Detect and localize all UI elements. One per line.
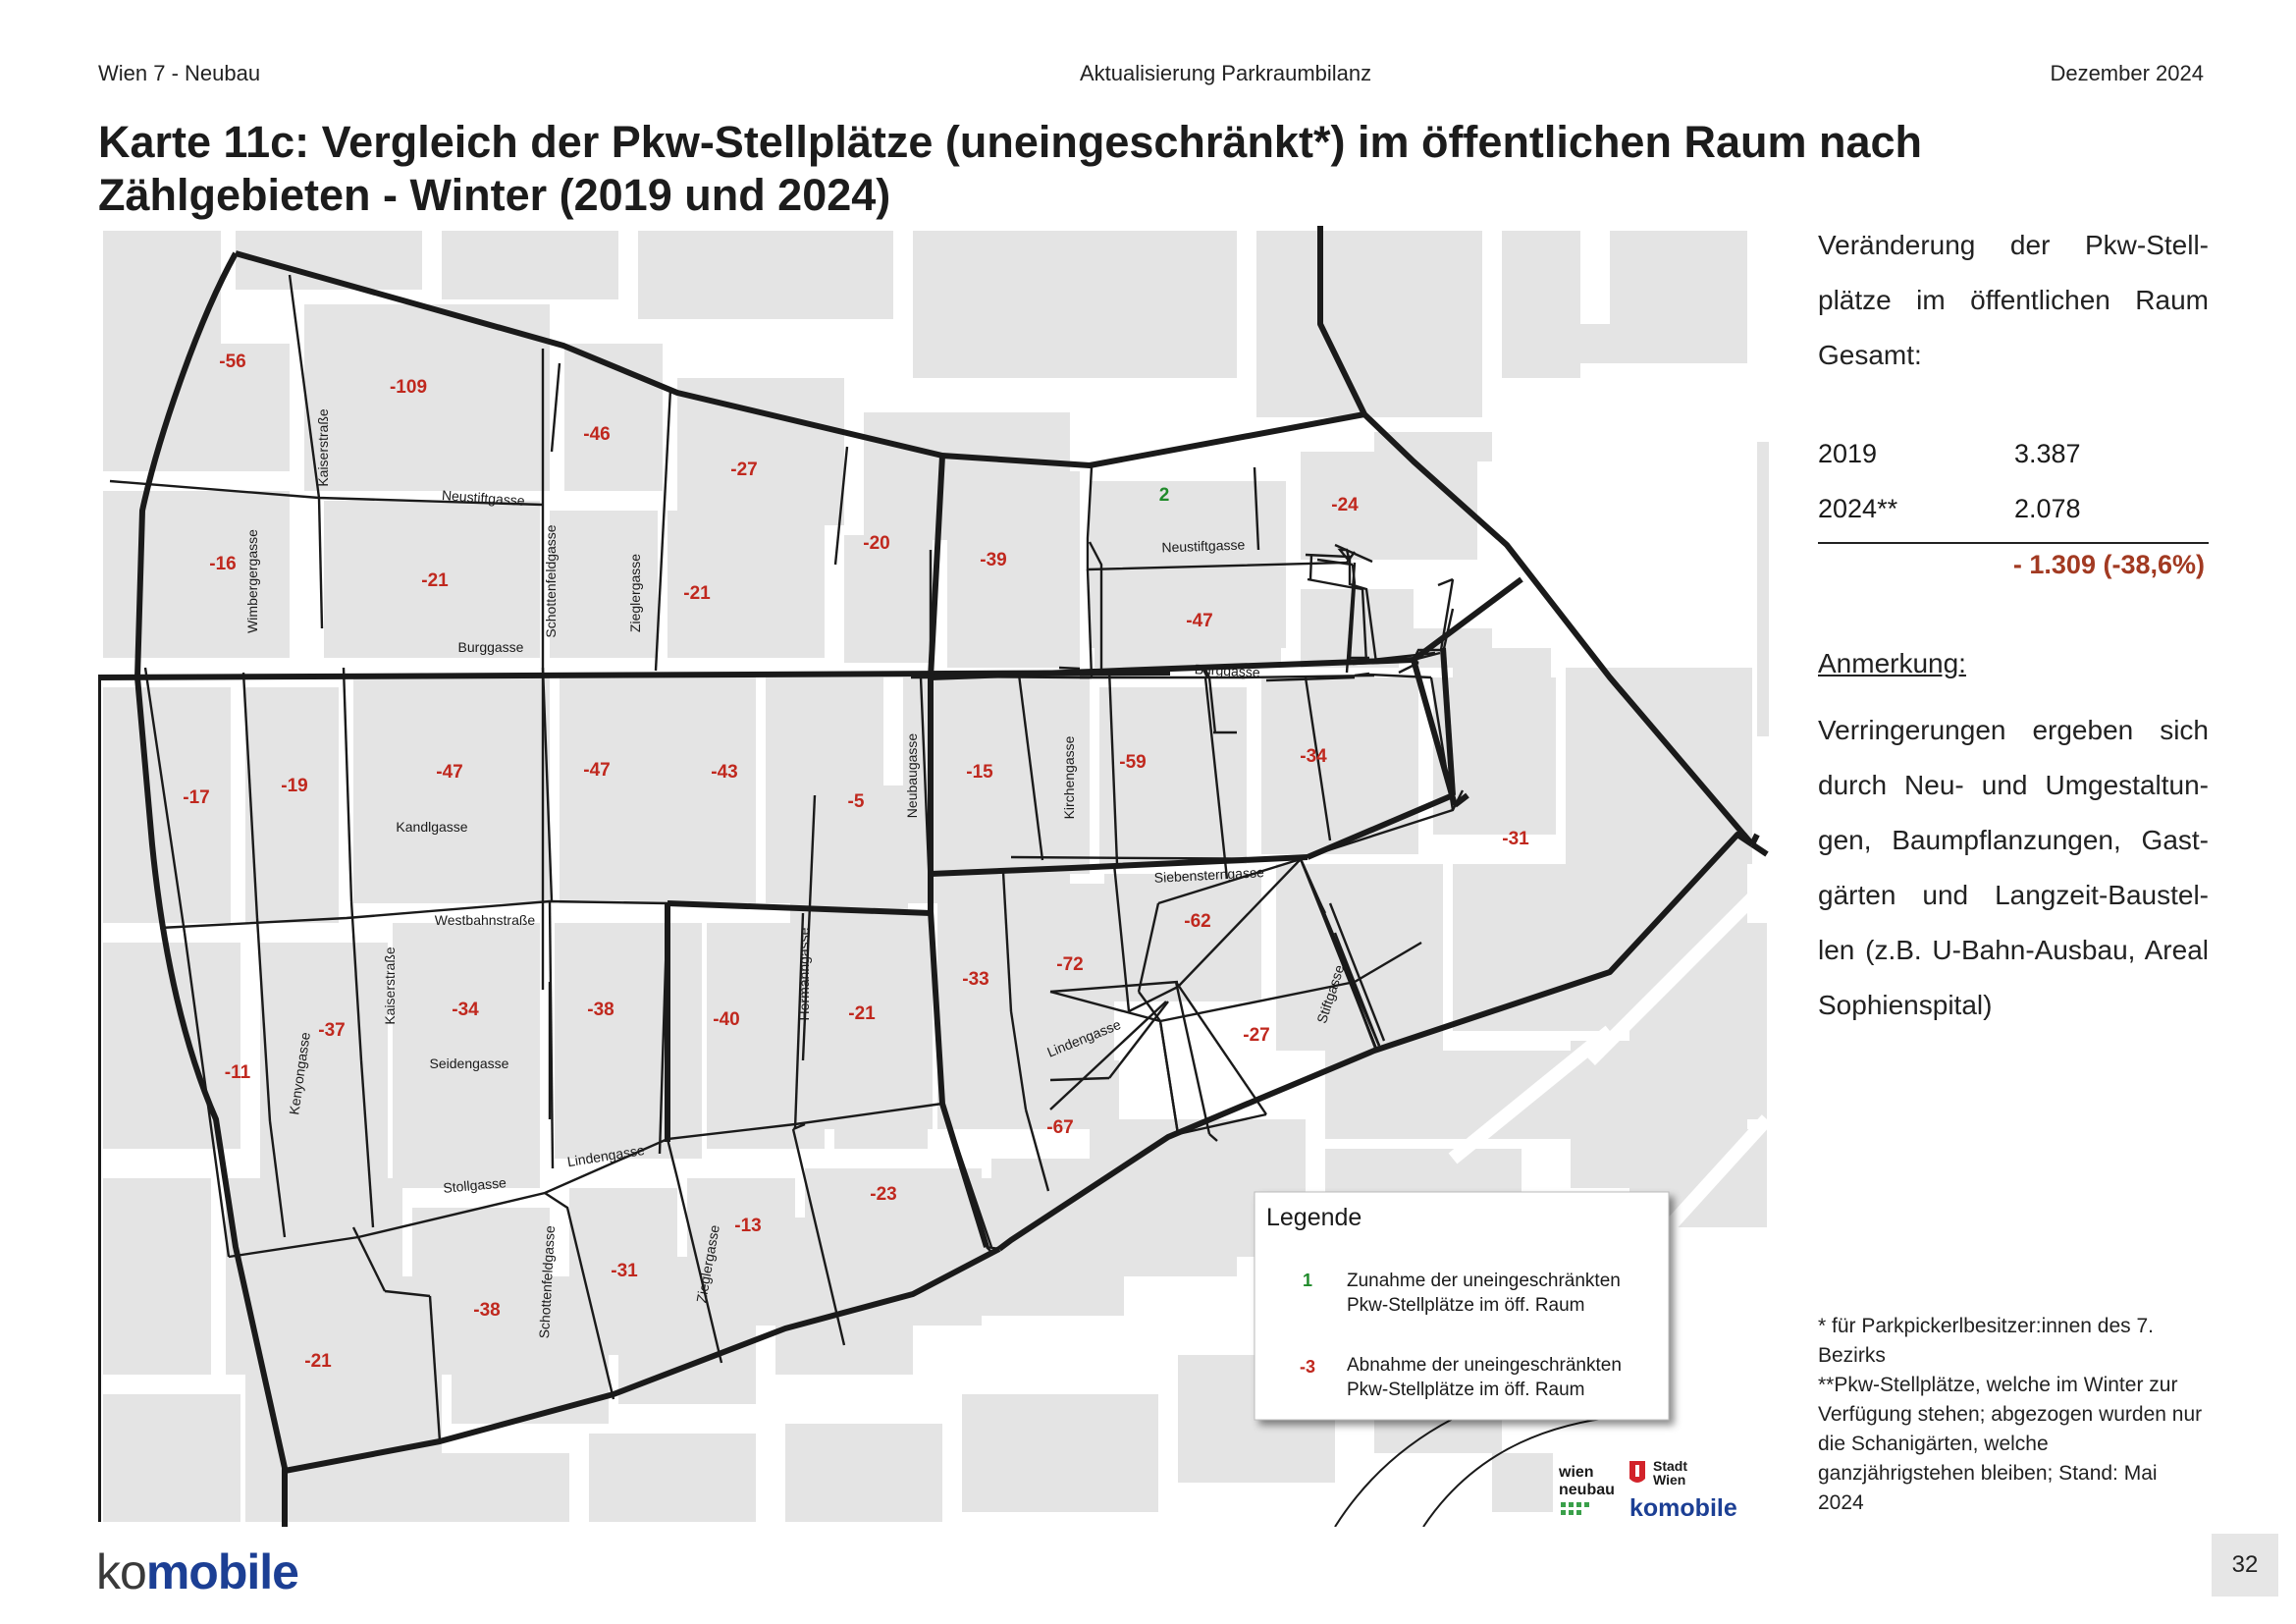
zone-value: -67 xyxy=(1046,1117,1074,1138)
stadt-wien-logo: Wien xyxy=(1653,1472,1686,1488)
zone-value: -21 xyxy=(683,583,711,604)
zone-value: -46 xyxy=(583,424,611,445)
legend-increase-swatch: 1 xyxy=(1302,1271,1313,1290)
zone-value: -21 xyxy=(421,570,449,591)
legend-title: Legende xyxy=(1266,1204,1362,1231)
stadt-wien-shield-cross xyxy=(1635,1465,1639,1477)
remark-heading: Anmerkung: xyxy=(1818,648,1966,678)
street-label: Zieglergasse xyxy=(627,553,643,633)
zone-value: -21 xyxy=(304,1351,332,1372)
remark-line: gärten und Langzeit-Baustel- xyxy=(1818,880,2209,910)
zone-value: -59 xyxy=(1119,752,1147,773)
change-description xyxy=(1818,218,2209,383)
header-date: Dezember 2024 xyxy=(2050,61,2204,85)
zone-value: -56 xyxy=(219,352,246,372)
komobile-small-logo: komobile xyxy=(1629,1494,1737,1522)
zone-value: -16 xyxy=(209,554,237,574)
zone-value: -27 xyxy=(1243,1025,1270,1046)
zone-value: -24 xyxy=(1331,495,1359,515)
change-description-line: Gesamt: xyxy=(1818,340,1922,370)
street-label: Siebensterngasse xyxy=(1153,864,1265,886)
remark-line: durch Neu- und Umgestaltun- xyxy=(1818,770,2209,800)
street-label: Schottenfeldgasse xyxy=(536,1224,559,1339)
street-label: Kaiserstraße xyxy=(382,947,398,1025)
legend-increase-text: Zunahme der uneingeschränkten xyxy=(1347,1271,1621,1291)
header-district: Wien 7 - Neubau xyxy=(98,61,261,85)
zone-value: -19 xyxy=(281,776,308,796)
zone-value: -37 xyxy=(318,1020,346,1041)
zone-value: -23 xyxy=(870,1184,897,1205)
zone-value: -40 xyxy=(713,1009,740,1030)
map-title: Karte 11c: Vergleich der Pkw-Stellplätze (uneingeschränkt*) im öffentlichen Raum nach Zählgebieten - Winter (2019 und 2024) xyxy=(98,117,1923,220)
remark-line: Sophienspital) xyxy=(1818,990,1993,1020)
street-label: Lindengasse xyxy=(1044,1016,1123,1060)
change-description-line: Veränderung der Pkw-Stell- xyxy=(1818,230,2209,260)
remark-line: gen, Baumpflanzungen, Gast- xyxy=(1818,825,2209,855)
street-label: Burggasse xyxy=(457,639,524,655)
remark-line: len (z.B. U-Bahn-Ausbau, Areal xyxy=(1818,935,2209,965)
zone-value: -15 xyxy=(966,762,993,783)
stadt-wien-logo: Stadt xyxy=(1653,1458,1687,1474)
legend-decrease-text: Abnahme der uneingeschränkten xyxy=(1347,1355,1622,1376)
legend-increase-text: Pkw-Stellplätze im öff. Raum xyxy=(1347,1295,1585,1316)
footnote-double-asterisk: **Pkw-Stellplätze, welche im Winter zur Verfügung stehen; abgezogen wurden nur die Schanigärten, welche ganzjährigstehen bleiben; Stand: Mai 2024 xyxy=(1818,1374,2203,1514)
zone-value: -27 xyxy=(730,460,758,480)
zone-value: -47 xyxy=(436,762,463,783)
street-label: Kandlgasse xyxy=(396,819,468,835)
street-label: Neubaugasse xyxy=(904,732,920,819)
street-label: Schottenfeldgasse xyxy=(543,524,559,638)
street-label: Kaiserstraße xyxy=(315,408,331,487)
brand-mobile: mobile xyxy=(145,1544,298,1599)
street-label: Zieglergasse xyxy=(693,1223,722,1304)
street-label: Kenyongasse xyxy=(286,1031,313,1116)
street-label: Hermanngasse xyxy=(796,927,812,1021)
zone-value: -43 xyxy=(711,762,738,783)
total-row-2024 xyxy=(1818,494,2209,537)
remark-line: Verringerungen ergeben sich xyxy=(1818,715,2209,745)
year-label: 2024** xyxy=(1818,494,1898,523)
brand-ko: ko xyxy=(96,1544,146,1599)
komobile-logo xyxy=(96,1543,298,1600)
zone-value: -72 xyxy=(1056,954,1084,975)
zone-value: -17 xyxy=(183,787,210,808)
map-legend xyxy=(1255,1192,1669,1420)
zone-value-increase: 2 xyxy=(1158,485,1170,506)
street-label: Westbahnstraße xyxy=(434,912,536,928)
zone-value: -109 xyxy=(389,377,428,398)
street-label: Wimbergergasse xyxy=(244,529,260,633)
footnote-asterisk: * für Parkpickerlbesitzer:innen des 7. Bezirks xyxy=(1818,1315,2154,1367)
zone-value: -31 xyxy=(1502,829,1529,849)
wien-neubau-logo: neubau xyxy=(1559,1482,1615,1498)
street-label: Stollgasse xyxy=(442,1174,507,1196)
map-logos xyxy=(1553,1453,1761,1524)
zone-value: -33 xyxy=(962,969,989,990)
year-label: 2019 xyxy=(1818,439,1878,468)
header-report-title: Aktualisierung Parkraumbilanz xyxy=(1080,61,1372,85)
zone-value: -34 xyxy=(1300,746,1327,767)
zone-value: -13 xyxy=(734,1216,762,1236)
legend-decrease-swatch: -3 xyxy=(1299,1357,1316,1377)
zone-value: -38 xyxy=(587,1000,614,1020)
sum-divider xyxy=(1818,542,2209,544)
year-value: 3.387 xyxy=(2014,439,2081,468)
street-label: Kirchengasse xyxy=(1061,735,1077,820)
wien-neubau-logo: wien xyxy=(1559,1464,1594,1481)
street-label: Neustiftgasse xyxy=(1161,536,1246,556)
zone-value: -47 xyxy=(1186,611,1213,631)
year-value: 2.078 xyxy=(2014,494,2081,523)
page-number: 32 xyxy=(2212,1534,2278,1597)
change-description-line: plätze im öffentlichen Raum xyxy=(1818,285,2209,315)
zone-value: -62 xyxy=(1184,911,1211,932)
total-difference: - 1.309 (-38,6%) xyxy=(2012,550,2205,579)
zone-value: -39 xyxy=(980,550,1007,570)
remark-text xyxy=(1818,703,2209,1033)
zone-value: -20 xyxy=(863,533,890,554)
zone-value: -11 xyxy=(224,1062,251,1083)
zone-value: -31 xyxy=(611,1261,638,1281)
zone-value: -47 xyxy=(583,760,611,781)
street-label: Neustiftgasse xyxy=(441,487,526,509)
zone-value: -21 xyxy=(848,1003,876,1024)
street-label: Lindengasse xyxy=(565,1141,646,1170)
zone-value: -34 xyxy=(452,1000,479,1020)
footnotes xyxy=(1818,1312,2206,1518)
street-label: Stiftgasse xyxy=(1313,962,1348,1026)
total-row-2019 xyxy=(1818,439,2209,482)
zone-value: -38 xyxy=(473,1300,501,1321)
legend-decrease-text: Pkw-Stellplätze im öff. Raum xyxy=(1347,1380,1585,1400)
street-label: Burggasse xyxy=(1194,661,1261,680)
street-label: Seidengasse xyxy=(429,1056,509,1071)
zone-value: -5 xyxy=(847,791,865,812)
